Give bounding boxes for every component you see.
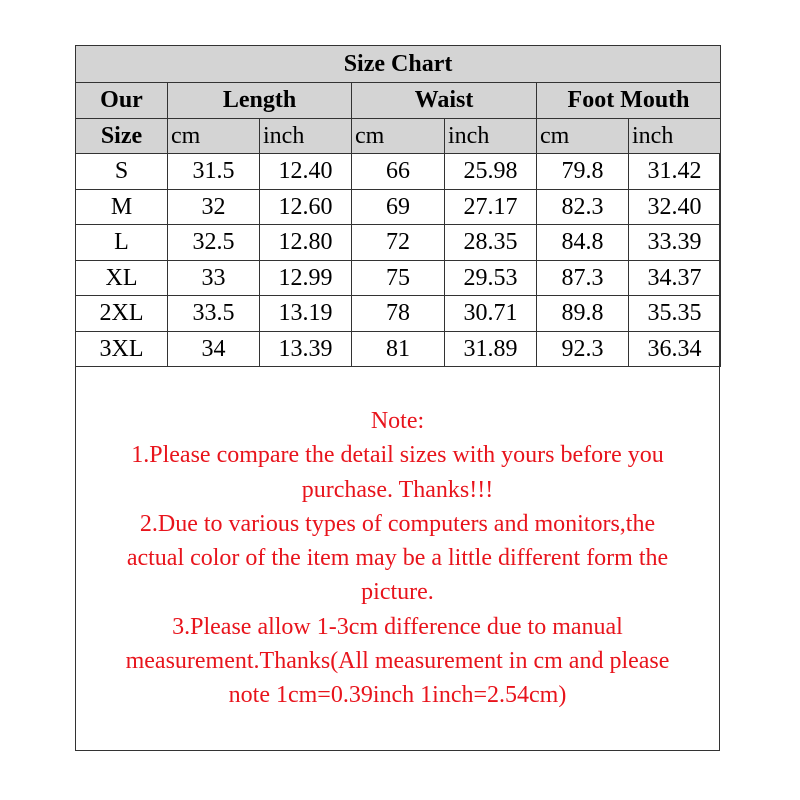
value-cell: 28.35 [445,225,537,261]
foot-mouth-header: Foot Mouth [537,83,721,119]
value-cell: 69 [352,189,445,225]
size-cell: XL [76,260,168,296]
value-cell: 75 [352,260,445,296]
note-line: note 1cm=0.39inch 1inch=2.54cm) [228,682,567,709]
note-line: measurement.Thanks(All measurement in cm and please [125,648,670,675]
table-row [76,296,721,332]
note-line: 3.Please allow 1-3cm difference due to manual [172,613,623,640]
table-row [76,260,721,296]
value-cell: 33.39 [629,225,721,261]
note-line: 2.Due to various types of computers and monitors,the [139,510,656,537]
note-line: purchase. Thanks!!! [301,476,494,503]
value-cell: 34 [168,331,260,367]
value-cell: 30.71 [445,296,537,332]
value-cell: 84.8 [537,225,629,261]
value-cell: 36.34 [629,331,721,367]
unit-header: cm [537,118,629,154]
unit-header: cm [352,118,445,154]
value-cell: 32.5 [168,225,260,261]
value-cell: 13.19 [260,296,352,332]
table-row [76,189,721,225]
value-cell: 27.17 [445,189,537,225]
group-header-row [76,83,721,119]
value-cell: 33 [168,260,260,296]
value-cell: 34.37 [629,260,721,296]
value-cell: 12.80 [260,225,352,261]
table-row [76,331,721,367]
unit-header: inch [260,118,352,154]
value-cell: 87.3 [537,260,629,296]
size-cell: M [76,189,168,225]
table-row [76,225,721,261]
size-header-top: Our [76,83,168,119]
value-cell: 78 [352,296,445,332]
note-line: picture. [361,579,434,606]
value-cell: 31.42 [629,154,721,190]
value-cell: 32.40 [629,189,721,225]
note-block [80,404,715,713]
note-line: 1.Please compare the detail sizes with yours before you [131,442,664,469]
value-cell: 81 [352,331,445,367]
table-row [76,154,721,190]
value-cell: 33.5 [168,296,260,332]
unit-header-row [76,118,721,154]
value-cell: 82.3 [537,189,629,225]
length-header: Length [168,83,352,119]
size-chart-table [75,45,721,367]
value-cell: 13.39 [260,331,352,367]
note-line: actual color of the item may be a little different form the [126,545,669,572]
value-cell: 79.8 [537,154,629,190]
unit-header: inch [445,118,537,154]
unit-header: inch [629,118,721,154]
size-header-bottom: Size [76,118,168,154]
value-cell: 89.8 [537,296,629,332]
table-title: Size Chart [76,46,721,83]
value-cell: 12.60 [260,189,352,225]
waist-header: Waist [352,83,537,119]
value-cell: 29.53 [445,260,537,296]
size-cell: 3XL [76,331,168,367]
value-cell: 66 [352,154,445,190]
size-cell: S [76,154,168,190]
value-cell: 92.3 [537,331,629,367]
size-cell: 2XL [76,296,168,332]
note-heading: Note: [370,408,425,434]
value-cell: 12.99 [260,260,352,296]
value-cell: 25.98 [445,154,537,190]
value-cell: 72 [352,225,445,261]
value-cell: 12.40 [260,154,352,190]
value-cell: 32 [168,189,260,225]
size-cell: L [76,225,168,261]
unit-header: cm [168,118,260,154]
title-row [76,46,721,83]
value-cell: 35.35 [629,296,721,332]
value-cell: 31.5 [168,154,260,190]
value-cell: 31.89 [445,331,537,367]
